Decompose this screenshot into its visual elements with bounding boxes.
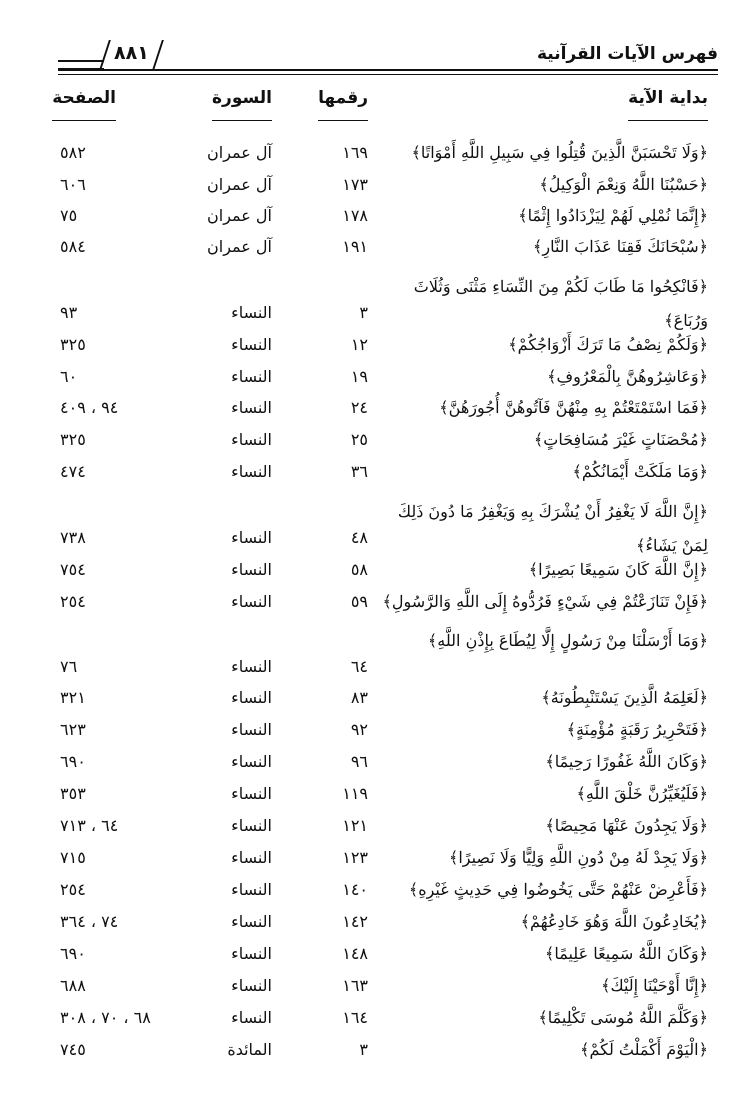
surah-name: آل عمران <box>207 206 272 225</box>
verse-start: ﴿وَلَا تَحْسَبَنَّ الَّذِينَ قُتِلُوا فِي سَبِيلِ اللَّهِ أَمْوَاتًا﴾ <box>411 143 708 162</box>
verse-number: ١٢ <box>350 335 368 354</box>
verse-start: ﴿وَكَانَ اللَّهُ سَمِيعًا عَلِيمًا﴾ <box>544 944 708 963</box>
page-ref: ٦٨٨ <box>60 976 86 995</box>
page-ref: ٩٤ ، ٤٠٩ <box>60 398 119 417</box>
column-header-page: الصفحة <box>52 88 116 121</box>
surah-name: النساء <box>231 816 272 835</box>
page-ref: ٥٨٢ <box>60 143 86 162</box>
verse-number: ١٩ <box>350 367 368 386</box>
surah-name: النساء <box>231 303 272 322</box>
page-ref: ٦٩٠ <box>60 944 86 963</box>
surah-name: النساء <box>231 688 272 707</box>
verse-number: ١٢٣ <box>342 848 368 867</box>
verse-start: ﴿وَعَاشِرُوهُنَّ بِالْمَعْرُوفِ﴾ <box>547 367 708 386</box>
verse-number: ١٤٢ <box>342 912 368 931</box>
verse-start: ﴿وَكَلَّمَ اللَّهُ مُوسَى تَكْلِيمًا﴾ <box>538 1008 708 1027</box>
header-rule-thin <box>58 74 718 75</box>
surah-name: النساء <box>231 720 272 739</box>
page-ref: ٣٢١ <box>60 688 86 707</box>
page-ref: ٧٤٥ <box>60 1040 86 1059</box>
surah-name: آل عمران <box>207 175 272 194</box>
surah-name: النساء <box>231 752 272 771</box>
page-ref: ٦٢٣ <box>60 720 86 739</box>
verse-number: ٨٣ <box>350 688 368 707</box>
verse-number: ٤٨ <box>350 528 368 547</box>
page-ref: ٧٣٨ <box>60 528 86 547</box>
page-ref: ٧٤ ، ٣٦٤ <box>60 912 119 931</box>
surah-name: النساء <box>231 912 272 931</box>
verse-start: ﴿يُخَادِعُونَ اللَّهَ وَهُوَ خَادِعُهُمْ﴾ <box>520 912 708 931</box>
verse-number: ٢٥ <box>350 430 368 449</box>
verse-start: ﴿وَلَا يَجِدُونَ عَنْهَا مَحِيصًا﴾ <box>545 816 708 835</box>
verse-start: ﴿فَأَعْرِضْ عَنْهُمْ حَتَّى يَخُوضُوا فِي حَدِيثٍ غَيْرِهِ﴾ <box>408 880 708 899</box>
verse-number: ١٦٣ <box>342 976 368 995</box>
verse-number: ٦٤ <box>350 657 368 676</box>
verse-start: ﴿فَتَحْرِيرُ رَقَبَةٍ مُؤْمِنَةٍ﴾ <box>566 720 708 739</box>
verse-number: ٥٩ <box>350 592 368 611</box>
column-header-verse: بداية الآية <box>628 88 708 121</box>
verse-number: ٣٦ <box>350 462 368 481</box>
verse-start: ﴿الْيَوْمَ أَكْمَلْتُ لَكُمْ﴾ <box>580 1040 708 1059</box>
page-number: ٨٨١ <box>104 42 159 64</box>
page-ref: ٧٥٤ <box>60 560 86 579</box>
page-ref: ٦٨ ، ٧٠ ، ٣٠٨ <box>60 1008 151 1027</box>
surah-name: النساء <box>231 528 272 547</box>
page-ref: ٦٠٦ <box>60 175 86 194</box>
verse-start: ﴿وَمَا أَرْسَلْنَا مِنْ رَسُولٍ إِلَّا لِيُطَاعَ بِإِذْنِ اللَّهِ﴾ <box>427 631 708 650</box>
verse-number: ١٩١ <box>342 237 368 256</box>
verse-start: ﴿وَمَا مَلَكَتْ أَيْمَانُكُمْ﴾ <box>572 462 708 481</box>
surah-name: النساء <box>231 944 272 963</box>
page-ref: ٤٧٤ <box>60 462 86 481</box>
page-ref: ٦٠ <box>60 367 78 386</box>
verse-start: ﴿إِنَّ اللَّهَ لَا يَغْفِرُ أَنْ يُشْرَكَ بِهِ وَيَغْفِرُ مَا دُونَ ذَلِكَ لِمَنْ يَشَاءُ﴾ <box>397 502 708 555</box>
verse-start: ﴿سُبْحَانَكَ فَقِنَا عَذَابَ النَّارِ﴾ <box>532 237 708 256</box>
verse-number: ١٢١ <box>342 816 368 835</box>
verse-start: ﴿لَعَلِمَهُ الَّذِينَ يَسْتَنْبِطُونَهُ﴾ <box>541 688 708 707</box>
surah-name: النساء <box>231 1008 272 1027</box>
verse-number: ٣ <box>359 303 368 322</box>
surah-name: النساء <box>231 367 272 386</box>
page-ref: ٢٥٤ <box>60 592 86 611</box>
verse-number: ١٤٠ <box>342 880 368 899</box>
column-header-surah: السورة <box>212 88 272 121</box>
surah-name: النساء <box>231 462 272 481</box>
surah-name: النساء <box>231 848 272 867</box>
surah-name: النساء <box>231 430 272 449</box>
surah-name: النساء <box>231 560 272 579</box>
verse-number: ١١٩ <box>342 784 368 803</box>
verse-start: ﴿فَإِنْ تَنَازَعْتُمْ فِي شَيْءٍ فَرُدُّوهُ إِلَى اللَّهِ وَالرَّسُولِ﴾ <box>382 592 708 611</box>
verse-start: ﴿فَلَيُغَيِّرُنَّ خَلْقَ اللَّهِ﴾ <box>576 784 708 803</box>
verse-start: ﴿وَلَا يَجِدْ لَهُ مِنْ دُونِ اللَّهِ وَلِيًّا وَلَا نَصِيرًا﴾ <box>448 848 708 867</box>
page-ref: ٢٥٤ <box>60 880 86 899</box>
surah-name: النساء <box>231 398 272 417</box>
surah-name: آل عمران <box>207 237 272 256</box>
page-ref: ٩٣ <box>60 303 78 322</box>
page-ref: ٣٢٥ <box>60 335 86 354</box>
verse-start: ﴿إِنَّمَا نُمْلِي لَهُمْ لِيَزْدَادُوا إِثْمًا﴾ <box>518 206 708 225</box>
verse-start: ﴿إِنَّ اللَّهَ كَانَ سَمِيعًا بَصِيرًا﴾ <box>528 560 708 579</box>
verse-number: ١٦٤ <box>342 1008 368 1027</box>
surah-name: النساء <box>231 784 272 803</box>
verse-start: ﴿فَانْكِحُوا مَا طَابَ لَكُمْ مِنَ النِّسَاءِ مَثْنَى وَثُلَاثَ وَرُبَاعَ﴾ <box>413 277 708 330</box>
surah-name: النساء <box>231 657 272 676</box>
verse-start: ﴿مُحْصَنَاتٍ غَيْرَ مُسَافِحَاتٍ﴾ <box>533 430 708 449</box>
verse-number: ٩٦ <box>350 752 368 771</box>
page-header <box>58 40 718 78</box>
surah-name: آل عمران <box>207 143 272 162</box>
verse-number: ١٤٨ <box>342 944 368 963</box>
page-ref: ٧١٥ <box>60 848 86 867</box>
verse-start: ﴿فَمَا اسْتَمْتَعْتُمْ بِهِ مِنْهُنَّ فَآتُوهُنَّ أُجُورَهُنَّ﴾ <box>439 398 708 417</box>
surah-name: النساء <box>231 976 272 995</box>
verse-number: ٥٨ <box>350 560 368 579</box>
page-ref: ٦٤ ، ٧١٣ <box>60 816 119 835</box>
verse-number: ١٧٨ <box>342 206 368 225</box>
verse-number: ١٦٩ <box>342 143 368 162</box>
verse-start: ﴿حَسْبُنَا اللَّهُ وَنِعْمَ الْوَكِيلُ﴾ <box>539 175 708 194</box>
surah-name: المائدة <box>227 1040 272 1059</box>
surah-name: النساء <box>231 880 272 899</box>
column-header-number: رقمها <box>318 88 368 121</box>
verse-number: ١٧٣ <box>342 175 368 194</box>
page-ref: ٣٥٣ <box>60 784 86 803</box>
verse-number: ٣ <box>359 1040 368 1059</box>
verse-start: ﴿وَلَكُمْ نِصْفُ مَا تَرَكَ أَزْوَاجُكُمْ﴾ <box>508 335 708 354</box>
page-ref: ٧٥ <box>60 206 78 225</box>
page-ref: ٣٢٥ <box>60 430 86 449</box>
verse-start: ﴿إِنَّا أَوْحَيْنَا إِلَيْكَ﴾ <box>601 976 708 995</box>
page-ref: ٦٩٠ <box>60 752 86 771</box>
page-title: فهرس الآيات القرآنية <box>536 44 718 64</box>
surah-name: النساء <box>231 592 272 611</box>
page-ref: ٥٨٤ <box>60 237 86 256</box>
page-ref: ٧٦ <box>60 657 78 676</box>
verse-number: ٢٤ <box>350 398 368 417</box>
surah-name: النساء <box>231 335 272 354</box>
verse-start: ﴿وَكَانَ اللَّهُ غَفُورًا رَحِيمًا﴾ <box>545 752 708 771</box>
verse-number: ٩٢ <box>350 720 368 739</box>
header-rule <box>58 69 718 71</box>
